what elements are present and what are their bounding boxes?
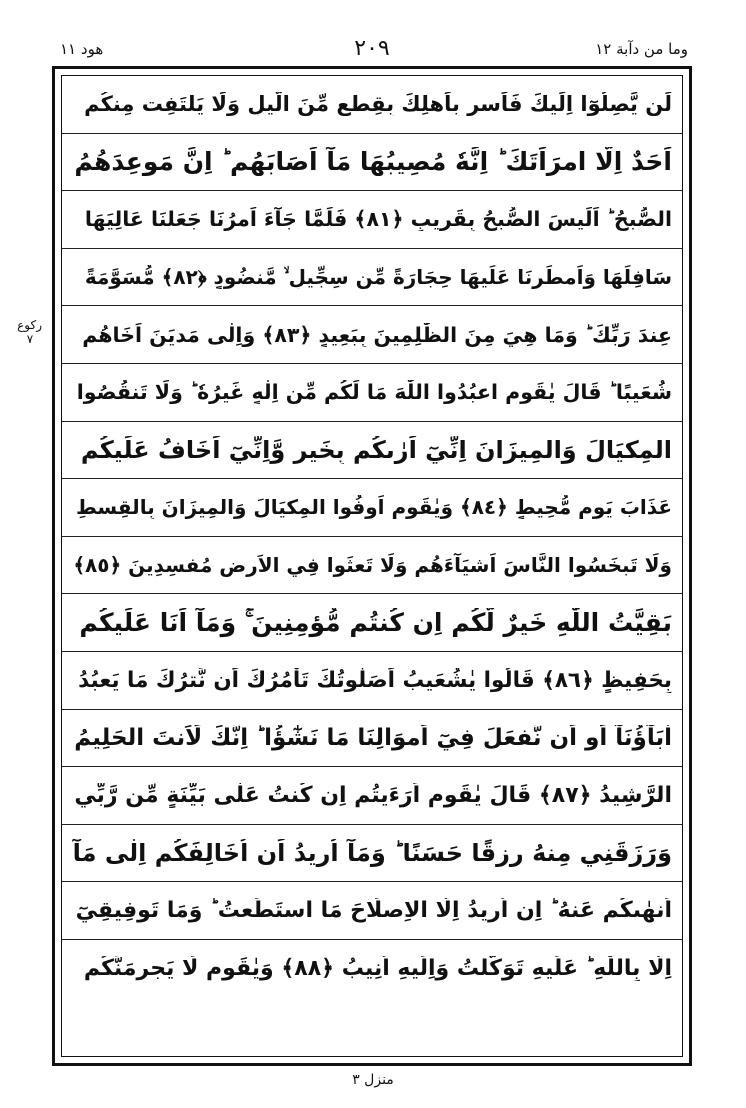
text-line [62, 364, 682, 422]
text-frame-inner [61, 75, 683, 1057]
verse-text: اٰبَآؤُنَآ اَو اَن نَّفعَلَ فِيٓ اَموَالِنَا مَا نَشٰٓؤُا ؕ اِنَّكَ لَاَنتَ الحَلِيمُ [74, 724, 672, 751]
text-lines [62, 76, 682, 1056]
verse-text: الصُّبحُ ؕ اَلَيسَ الصُّبحُ بِقَرِيبٍ ﴿٨١﴾ فَلَمَّا جَآءَ اَمرُنَا جَعَلنَا عَالِيَهَا [84, 207, 672, 232]
manzil-footer: منزل ٣ [352, 1072, 394, 1088]
text-line [62, 191, 682, 249]
verse-text: لَن يَّصِلُوٓا اِلَيكَ فَاَسرِ بِاَهلِكَ بِقِطعٍ مِّنَ الَّيلِ وَلَا يَلتَفِت مِنكُم [84, 92, 672, 117]
text-line [62, 594, 682, 652]
text-line [62, 76, 682, 134]
ruku-label: ركوع ٧ [17, 318, 42, 346]
verse-text: اَنهٰىكُم عَنهُ ؕ اِن اُرِيدُ اِلَّا الاِصلَاحَ مَا استَطَعتُ ؕ وَمَا تَوفِيقِيٓ [75, 898, 672, 924]
verse-text: اِلَّا بِاللّٰهِ ؕ عَلَيهِ تَوَكَّلتُ وَاِلَيهِ اُنِيبُ ﴿٨٨﴾ وَيٰقَومِ لَا يَجرِمَنَّكُم [83, 956, 672, 982]
text-line [62, 422, 682, 480]
text-line [62, 249, 682, 307]
verse-text: وَرَزَقَنِي مِنهُ رِزقًا حَسَنًا ؕ وَمَآ اُرِيدُ اَن اُخَالِفَكُم اِلٰى مَآ [72, 839, 672, 868]
verse-text: المِكيَالَ وَالمِيزَانَ اِنِّيٓ اَرٰىكُم بِخَيرٍ وَّاِنِّيٓ اَخَافُ عَلَيكُم [80, 435, 672, 464]
text-line [62, 710, 682, 768]
text-line [62, 882, 682, 940]
text-line [62, 767, 682, 825]
verse-text: سَافِلَهَا وَاَمطَرنَا عَلَيهَا حِجَارَةً مِّن سِجِّيلٍ ۙ مَّنضُودٍ ﴿٨٢﴾ مُّسَوَّمَةً [84, 265, 672, 290]
para-name: وما من دآبة ١٢ [595, 40, 688, 58]
text-line [62, 134, 682, 192]
verse-text: شُعَيبًا ؕ قَالَ يٰقَومِ اعبُدُوا اللّٰهَ مَا لَكُم مِّن اِلٰهٍ غَيرُهٗ ؕ وَلَا تَنقُصُوا [76, 380, 672, 405]
verse-text: اَحَدٌ اِلَّا امرَاَتَكَ ؕ اِنَّهٗ مُصِيبُهَا مَآ اَصَابَهُم ؕ اِنَّ مَوعِدَهُمُ [74, 147, 672, 177]
text-line [62, 479, 682, 537]
page-header [52, 38, 692, 66]
verse-text: عِندَ رَبِّكَ ؕ وَمَا هِيَ مِنَ الظّٰلِمِينَ بِبَعِيدٍ ﴿٨٣﴾ وَاِلٰى مَديَنَ اَخَاهُم [82, 322, 672, 347]
text-line [62, 652, 682, 710]
verse-text: الرَّشِيدُ ﴿٨٧﴾ قَالَ يٰقَومِ اَرَءَيتُم اِن كُنتُ عَلٰى بَيِّنَةٍ مِّن رَّبِّي [74, 782, 672, 808]
page-number: ٢٠٩ [354, 36, 390, 61]
ruku-marker [18, 318, 42, 346]
verse-text: بِحَفِيظٍ ﴿٨٦﴾ قَالُوا يٰشُعَيبُ اَصَلٰوتُكَ تَاْمُرُكَ اَن نَّترُكَ مَا يَعبُدُ [78, 667, 672, 693]
verse-text: عَذَابَ يَومٍ مُّحِيطٍ ﴿٨٤﴾ وَيٰقَومِ اَوفُوا المِكيَالَ وَالمِيزَانَ بِالقِسطِ [76, 495, 672, 520]
text-frame [52, 66, 692, 1066]
verse-text: وَلَا تَبخَسُوا النَّاسَ اَشيَآءَهُم وَلَا تَعثَوا فِي الاَرضِ مُفسِدِينَ ﴿٨٥﴾ [73, 553, 672, 578]
surah-name: هود ١١ [60, 40, 104, 58]
text-line [62, 306, 682, 364]
verse-text: بَقِيَّتُ اللّٰهِ خَيرٌ لَّكُم اِن كُنتُم مُّؤمِنِينَ ۚ وَمَآ اَنَا عَلَيكُم [79, 607, 672, 637]
text-line [62, 537, 682, 595]
text-line [62, 825, 682, 883]
text-line [62, 940, 682, 998]
